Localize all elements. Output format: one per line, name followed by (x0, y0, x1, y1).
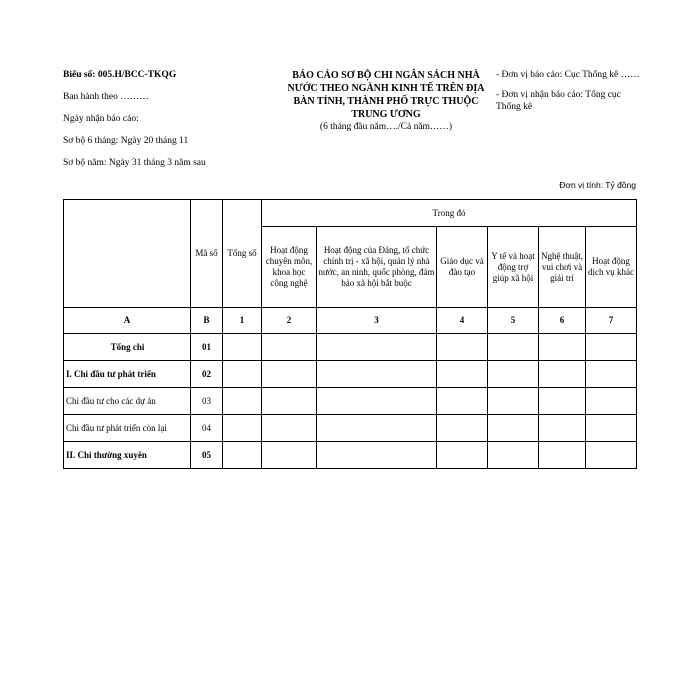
row-label: Tổng chi (64, 334, 191, 361)
cell (586, 388, 637, 415)
header-code: Mã số (191, 200, 223, 308)
cell (262, 415, 317, 442)
cell (262, 442, 317, 469)
cell (223, 442, 262, 469)
reporting-unit: - Đơn vị báo cáo: Cục Thống kê …… (496, 70, 640, 80)
row-code: 03 (191, 388, 223, 415)
col-letter: 3 (317, 308, 437, 334)
table-row (64, 334, 637, 361)
col-letter: 1 (223, 308, 262, 334)
cell (437, 415, 488, 442)
header-sub-other: Hoạt động dịch vụ khác (586, 227, 637, 308)
title-line-3: BÀN TỈNH, THÀNH PHỐ TRỰC THUỘC (293, 96, 479, 107)
col-letter: 4 (437, 308, 488, 334)
header-name (64, 200, 191, 308)
row-code: 02 (191, 361, 223, 388)
col-letter: B (191, 308, 223, 334)
title-line-1: BÁO CÁO SƠ BỘ CHI NGÂN SÁCH NHÀ (292, 70, 480, 81)
cell (262, 361, 317, 388)
cell (488, 415, 539, 442)
col-letter: 5 (488, 308, 539, 334)
cell (437, 361, 488, 388)
cell (488, 334, 539, 361)
header-sub-science: Hoạt động chuyên môn, khoa học công nghệ (262, 227, 317, 308)
col-letter: 6 (539, 308, 586, 334)
cell (539, 361, 586, 388)
cell (539, 442, 586, 469)
unit-info (496, 69, 646, 113)
report-title (278, 69, 494, 133)
form-info (63, 69, 206, 169)
table-row (64, 415, 637, 442)
cell (437, 388, 488, 415)
cell (488, 442, 539, 469)
receive-date-label: Ngày nhận báo cáo: (63, 114, 139, 124)
row-label: I. Chi đầu tư phát triển (64, 361, 191, 388)
header-sub-party: Hoạt động của Đảng, tổ chức chính trị - xã hội, quản lý nhà nước, an ninh, quốc phòng, đảm bảo xã hội bắt buộc (317, 227, 437, 308)
col-letter: 7 (586, 308, 637, 334)
form-code: Biểu số: 005.H/BCC-TKQG (63, 70, 177, 80)
cell (586, 442, 637, 469)
header-sub-arts: Nghệ thuật, vui chơi và giải trí (539, 227, 586, 308)
row-code: 05 (191, 442, 223, 469)
cell (262, 388, 317, 415)
cell (223, 388, 262, 415)
cell (317, 334, 437, 361)
cell (317, 361, 437, 388)
header-sub-education: Giáo dục và đào tạo (437, 227, 488, 308)
row-code: 01 (191, 334, 223, 361)
cell (586, 361, 637, 388)
cell (539, 334, 586, 361)
receiving-unit: - Đơn vị nhận báo cáo: Tổng cục Thống kê (496, 90, 621, 112)
row-label: Chi đầu tư phát triển còn lại (64, 415, 191, 442)
report-period: (6 tháng đầu năm…./Cả năm……) (319, 122, 453, 132)
column-letters-row (64, 308, 637, 334)
col-letter: A (64, 308, 191, 334)
row-code: 04 (191, 415, 223, 442)
issued-by: Ban hành theo ……… (63, 92, 149, 102)
cell (223, 361, 262, 388)
cell (488, 361, 539, 388)
cell (317, 415, 437, 442)
prelim-year: Sơ bộ năm: Ngày 31 tháng 3 năm sau (63, 158, 206, 168)
cell (586, 415, 637, 442)
row-label: II. Chi thường xuyên (64, 442, 191, 469)
header-group: Trong đó (262, 200, 637, 227)
cell (437, 334, 488, 361)
cell (437, 442, 488, 469)
title-line-4: TRUNG ƯƠNG (351, 109, 421, 120)
row-label: Chi đầu tư cho các dự án (64, 388, 191, 415)
table-row (64, 361, 637, 388)
cell (223, 334, 262, 361)
prelim-6-months: Sơ bộ 6 tháng: Ngày 20 tháng 11 (63, 136, 189, 146)
table-row (64, 388, 637, 415)
header-total: Tổng số (223, 200, 262, 308)
header-sub-health: Y tế và hoạt động trợ giúp xã hội (488, 227, 539, 308)
cell (539, 388, 586, 415)
cell (586, 334, 637, 361)
table-row (64, 442, 637, 469)
cell (539, 415, 586, 442)
col-letter: 2 (262, 308, 317, 334)
report-table (63, 199, 637, 469)
title-line-2: NƯỚC THEO NGÀNH KINH TẾ TRÊN ĐỊA (287, 83, 485, 94)
cell (317, 442, 437, 469)
cell (488, 388, 539, 415)
unit-note: Đơn vị tính: Tỷ đồng (559, 180, 636, 190)
cell (317, 388, 437, 415)
cell (223, 415, 262, 442)
cell (262, 334, 317, 361)
